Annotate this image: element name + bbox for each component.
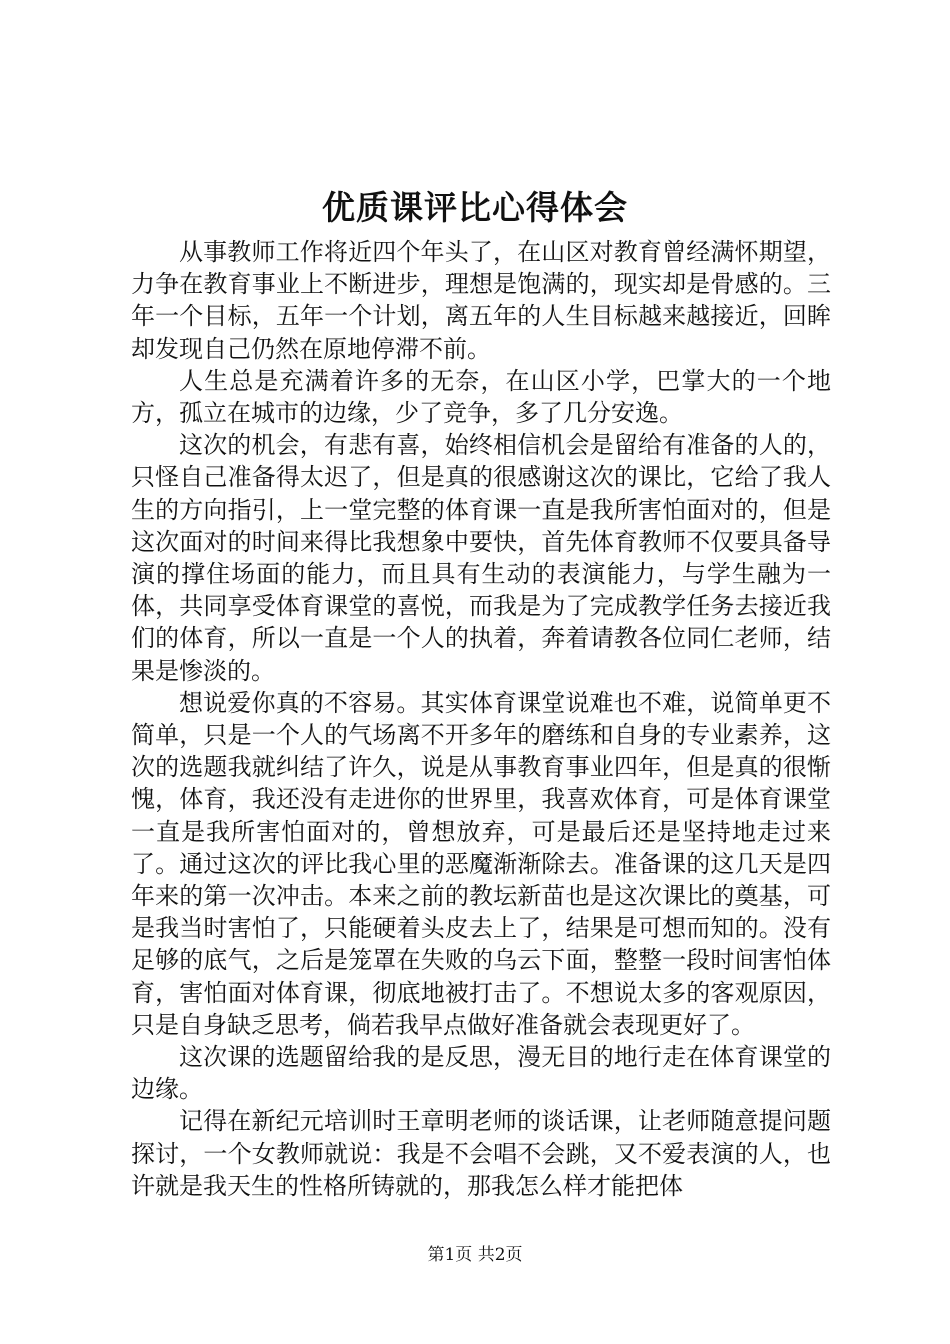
document-body — [131, 236, 831, 1202]
paragraph: 人生总是充满着许多的无奈，在山区小学，巴掌大的一个地方，孤立在城市的边缘，少了竞争，多了几分安逸。 — [131, 366, 831, 428]
document-title: 优质课评比心得体会 — [322, 188, 628, 227]
page-footer: 第1页 共2页 — [427, 1245, 523, 1265]
paragraph: 这次的机会，有悲有喜，始终相信机会是留给有准备的人的，只怪自己准备得太迟了，但是真的很感谢这次的课比，它给了我人生的方向指引，上一堂完整的体育课一直是我所害怕面对的，但是这次面对的时间来得比我想象中要快，首先体育教师不仅要具备导演的撑住场面的能力，而且具有生动的表演能力，与学生融为一体，共同享受体育课堂的喜悦，而我是为了完成教学任务去接近我们的体育，所以一直是一个人的执着，奔着请教各位同仁老师，结果是惨淡的。 — [131, 431, 831, 685]
paragraph: 这次课的选题留给我的是反思，漫无目的地行走在体育课堂的边缘。 — [131, 1043, 831, 1104]
paragraph: 想说爱你真的不容易。其实体育课堂说难也不难，说简单更不简单，只是一个人的气场离不开多年的磨练和自身的专业素养，这次的选题我就纠结了许久，说是从事教育事业四年，但是真的很惭愧，体育，我还没有走进你的世界里，我喜欢体育，可是体育课堂一直是我所害怕面对的，曾想放弃，可是最后还是坚持地走过来了。通过这次的评比我心里的恶魔渐渐除去。准备课的这几天是四年来的第一次冲击。本来之前的教坛新苗也是这次课比的奠基，可是我当时害怕了，只能硬着头皮去上了，结果是可想而知的。没有足够的底气，之后是笼罩在失败的乌云下面，整整一段时间害怕体育，害怕面对体育课，彻底地被打击了。不想说太多的客观原因，只是自身缺乏思考，倘若我早点做好准备就会表现更好了。 — [131, 688, 831, 1039]
paragraph: 记得在新纪元培训时王章明老师的谈话课，让老师随意提问题探讨，一个女教师就说：我是不会唱不会跳，又不爱表演的人，也许就是我天生的性格所铸就的，那我怎么样才能把体 — [131, 1107, 831, 1200]
paragraph: 从事教师工作将近四个年头了，在山区对教育曾经满怀期望，力争在教育事业上不断进步，理想是饱满的，现实却是骨感的。三年一个目标，五年一个计划，离五年的人生目标越来越接近，回眸却发现自己仍然在原地停滞不前。 — [131, 238, 831, 363]
